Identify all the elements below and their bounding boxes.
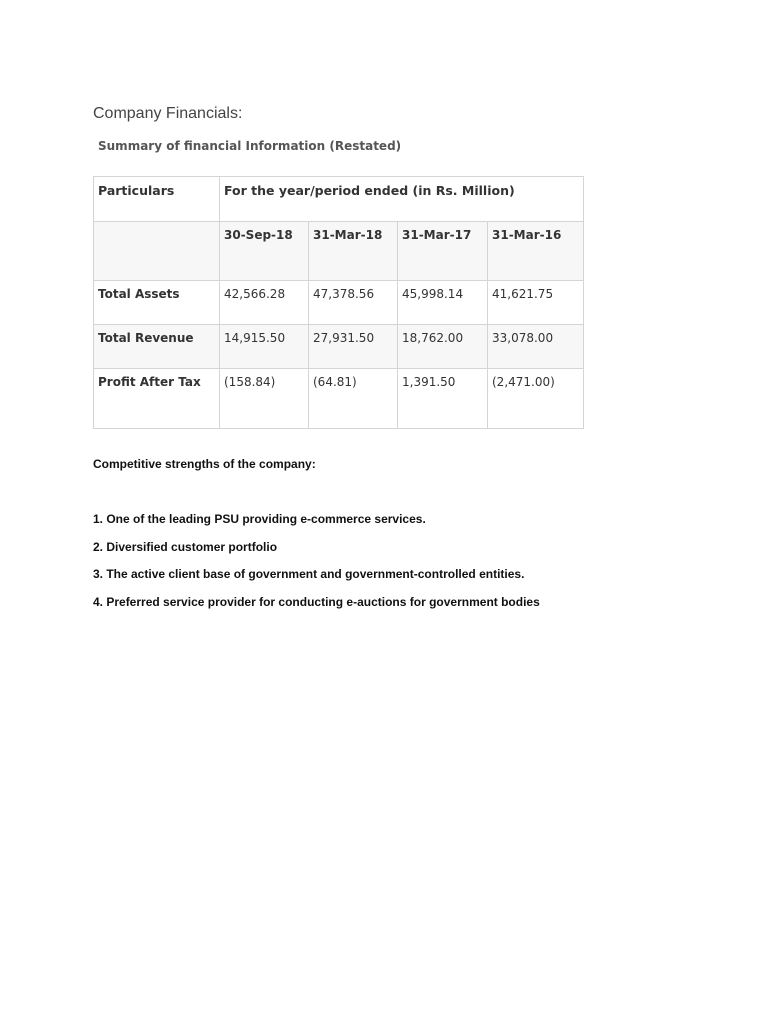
table-cell: 27,931.50 — [309, 325, 398, 369]
table-caption: Summary of financial Information (Restated) — [98, 139, 402, 153]
particulars-header: Particulars — [94, 177, 220, 222]
row-label: Total Assets — [94, 281, 220, 325]
table-row — [94, 281, 584, 325]
table-cell: 1,391.50 — [398, 369, 488, 429]
table-row — [94, 369, 584, 429]
column-header: 31-Mar-18 — [309, 222, 398, 281]
table-header-row — [94, 177, 584, 222]
table-cell: (64.81) — [309, 369, 398, 429]
page-heading: Company Financials: — [93, 105, 243, 122]
list-item: 1. One of the leading PSU providing e-commerce services. — [93, 512, 426, 526]
date-header-row — [94, 222, 584, 281]
row-label: Profit After Tax — [94, 369, 220, 429]
strengths-list — [93, 511, 540, 621]
table-row — [94, 325, 584, 369]
column-header: 31-Mar-17 — [398, 222, 488, 281]
column-header: 31-Mar-16 — [488, 222, 584, 281]
period-header: For the year/period ended (in Rs. Million) — [220, 177, 584, 222]
empty-header-cell — [94, 222, 220, 281]
table-cell: 14,915.50 — [220, 325, 309, 369]
table-cell: 42,566.28 — [220, 281, 309, 325]
table-cell: (158.84) — [220, 369, 309, 429]
list-item: 3. The active client base of government and government-controlled entities. — [93, 567, 525, 581]
list-item: 2. Diversified customer portfolio — [93, 539, 278, 554]
table-cell: 41,621.75 — [488, 281, 584, 325]
table-cell: 47,378.56 — [309, 281, 398, 325]
table-cell: 33,078.00 — [488, 325, 584, 369]
table-cell: (2,471.00) — [488, 369, 584, 429]
list-item: 4. Preferred service provider for conducting e-auctions for government bodies — [93, 594, 540, 609]
column-header: 30-Sep-18 — [220, 222, 309, 281]
strengths-heading: Competitive strengths of the company: — [93, 457, 316, 471]
table-cell: 18,762.00 — [398, 325, 488, 369]
row-label: Total Revenue — [94, 325, 220, 369]
financial-summary-table — [93, 176, 584, 429]
table-cell: 45,998.14 — [398, 281, 488, 325]
